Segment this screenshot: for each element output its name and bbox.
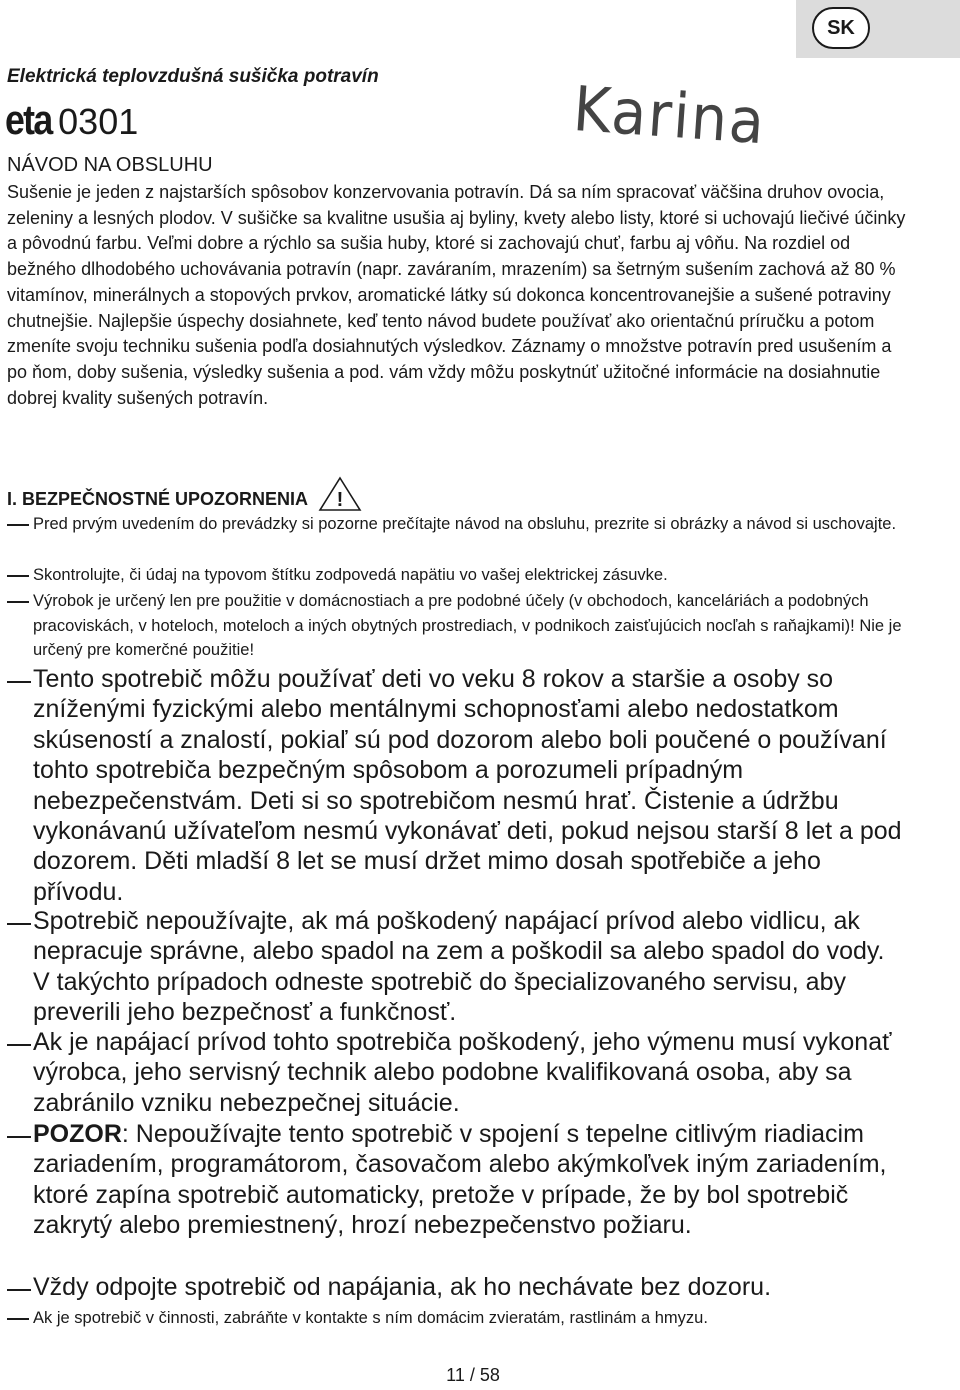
language-badge: SK <box>812 7 870 49</box>
section-title: I. BEZPEČNOSTNÉ UPOZORNENIA <box>7 488 309 509</box>
safety-item-text <box>33 1119 907 1241</box>
brand-logo: eta <box>5 96 52 143</box>
safety-item-text: Pred prvým uvedením do prevádzky si pozorne prečítajte návod na obsluhu, prezrite si obrázky a návod si uschovajte. <box>33 515 897 533</box>
page-number: 11 / 58 <box>446 1365 500 1385</box>
safety-item-text: Tento spotrebič môžu používať deti vo veku 8 rokov a staršie a osoby so zníženými fyzickými alebo mentálnymi schopnosťami alebo nedostatkom skúseností a znalostí, pokiaľ sú pod dozorom alebo boli poučené o používaní tohto spotrebiča bezpečným spôsobom a porozumeli prípadným nebezpečenstvám. Deti si so spotrebičom nesmú hrať. Čistenie a údržbu vykonávanú užívateľom nesmú vykonávať deti, pokud nejsou starší 8 let a pod dozorem. Děti mladší 8 let se musí držet mimo dosah spotřebiče a jeho přívodu. <box>33 665 902 906</box>
safety-item <box>7 1119 907 1241</box>
dash-bullet <box>7 601 29 603</box>
dash-bullet <box>7 1136 31 1138</box>
intro-paragraph: Sušenie je jeden z najstarších spôsobov konzervovania potravín. Dá sa ním spracovať väčšina druhov ovocia, zeleniny a lesných plodov. V sušičke sa kvalitne usušia aj byliny, kvety alebo listy, ktoré si uchovajú liečivé účinky a pôvodnú farbu. Veľmi dobre a rýchlo sa sušia huby, ktoré si zachovajú chuť, farbu aj vôňu. Na rozdiel od bežného dlhodobého uchovávania potravín (napr. zaváraním, mrazením) sa šetrným sušením zachová až 80 % vitamínov, minerálnych a stopových prvkov, aromatické látky sú dokonca koncentrovanejšie a sušené potraviny chutnejšie. Najlepšie úspechy dosiahnete, keď tento návod budete používať ako orientačnú príručku a potom zmeníte svoju techniku sušenia podľa dosiahnutých výsledkov. Záznamy o množstve potravín pred usušením a po ňom, doby sušenia, výsledky sušenia a pod. vám vždy môžu poskytnúť užitočné informácie na dosiahnutie dobrej kvality sušených potravín. <box>7 182 906 408</box>
product-name-logo: Karina <box>570 72 769 159</box>
dash-bullet <box>7 1044 31 1046</box>
pozor-label: POZOR <box>33 1120 122 1148</box>
safety-item-text: Skontrolujte, či údaj na typovom štítku zodpovedá napätiu vo vašej elektrickej zásuvke. <box>33 566 668 584</box>
safety-item <box>7 664 907 907</box>
safety-item-text: Vždy odpojte spotrebič od napájania, ak ho nechávate bez dozoru. <box>33 1273 772 1301</box>
model-number: 0301 <box>58 101 139 142</box>
safety-item-text: Výrobok je určený len pre použitie v domácnostiach a pre podobné účely (v obchodoch, kanceláriách a podobných pracoviskách, v hoteloch, moteloch a iných obytných prostrediach, v podnikoch zaisťujúcich nocľah s raňajkami)! Nie je určený pre komerčné použitie! <box>33 592 902 659</box>
dash-bullet <box>7 923 31 925</box>
safety-item <box>7 906 907 1028</box>
manual-title: NÁVOD NA OBSLUHU <box>7 154 213 176</box>
safety-item <box>7 512 907 537</box>
safety-item <box>7 1272 907 1302</box>
safety-item-text: Ak je napájací prívod tohto spotrebiča poškodený, jeho výmenu musí vykonať výrobca, jeho servisný technik alebo podobne kvalifikovaná osoba, aby sa zabránilo vzniku nebezpečnej situácie. <box>33 1028 892 1117</box>
dash-bullet <box>7 681 31 683</box>
svg-text:!: ! <box>336 489 344 511</box>
dash-bullet <box>7 1289 31 1291</box>
safety-item <box>7 563 907 588</box>
safety-item <box>7 1027 907 1118</box>
safety-item <box>7 589 907 663</box>
product-heading <box>5 96 138 144</box>
dash-bullet <box>7 524 29 526</box>
section-heading <box>7 486 362 512</box>
dash-bullet <box>7 575 29 577</box>
safety-item <box>7 1306 847 1331</box>
warning-triangle-icon <box>318 476 362 512</box>
dash-bullet <box>7 1318 29 1320</box>
safety-item-text: Ak je spotrebič v činnosti, zabráňte v kontakte s ním domácim zvieratám, rastlinám a hmyzu. <box>33 1309 708 1327</box>
pozor-text: : Nepoužívajte tento spotrebič v spojení s tepelne citlivým riadiacim zariadením, programátorom, časovačom alebo akýmkoľvek iným zariadením, ktoré zapína spotrebič automaticky, pretože v prípade, že by bol spotrebič zakrytý alebo premiestnený, hrozí nebezpečenstvo požiaru. <box>33 1120 887 1240</box>
safety-item-text: Spotrebič nepoužívajte, ak má poškodený napájací prívod alebo vidlicu, ak nepracuje správne, alebo spadol na zem a poškodil sa alebo spadol do vody. V takýchto prípadoch odneste spotrebič do špecializovaného servisu, aby preverili jeho bezpečnosť a funkčnosť. <box>33 907 885 1027</box>
product-subtitle: Elektrická teplovzdušná sušička potravín <box>7 66 379 87</box>
